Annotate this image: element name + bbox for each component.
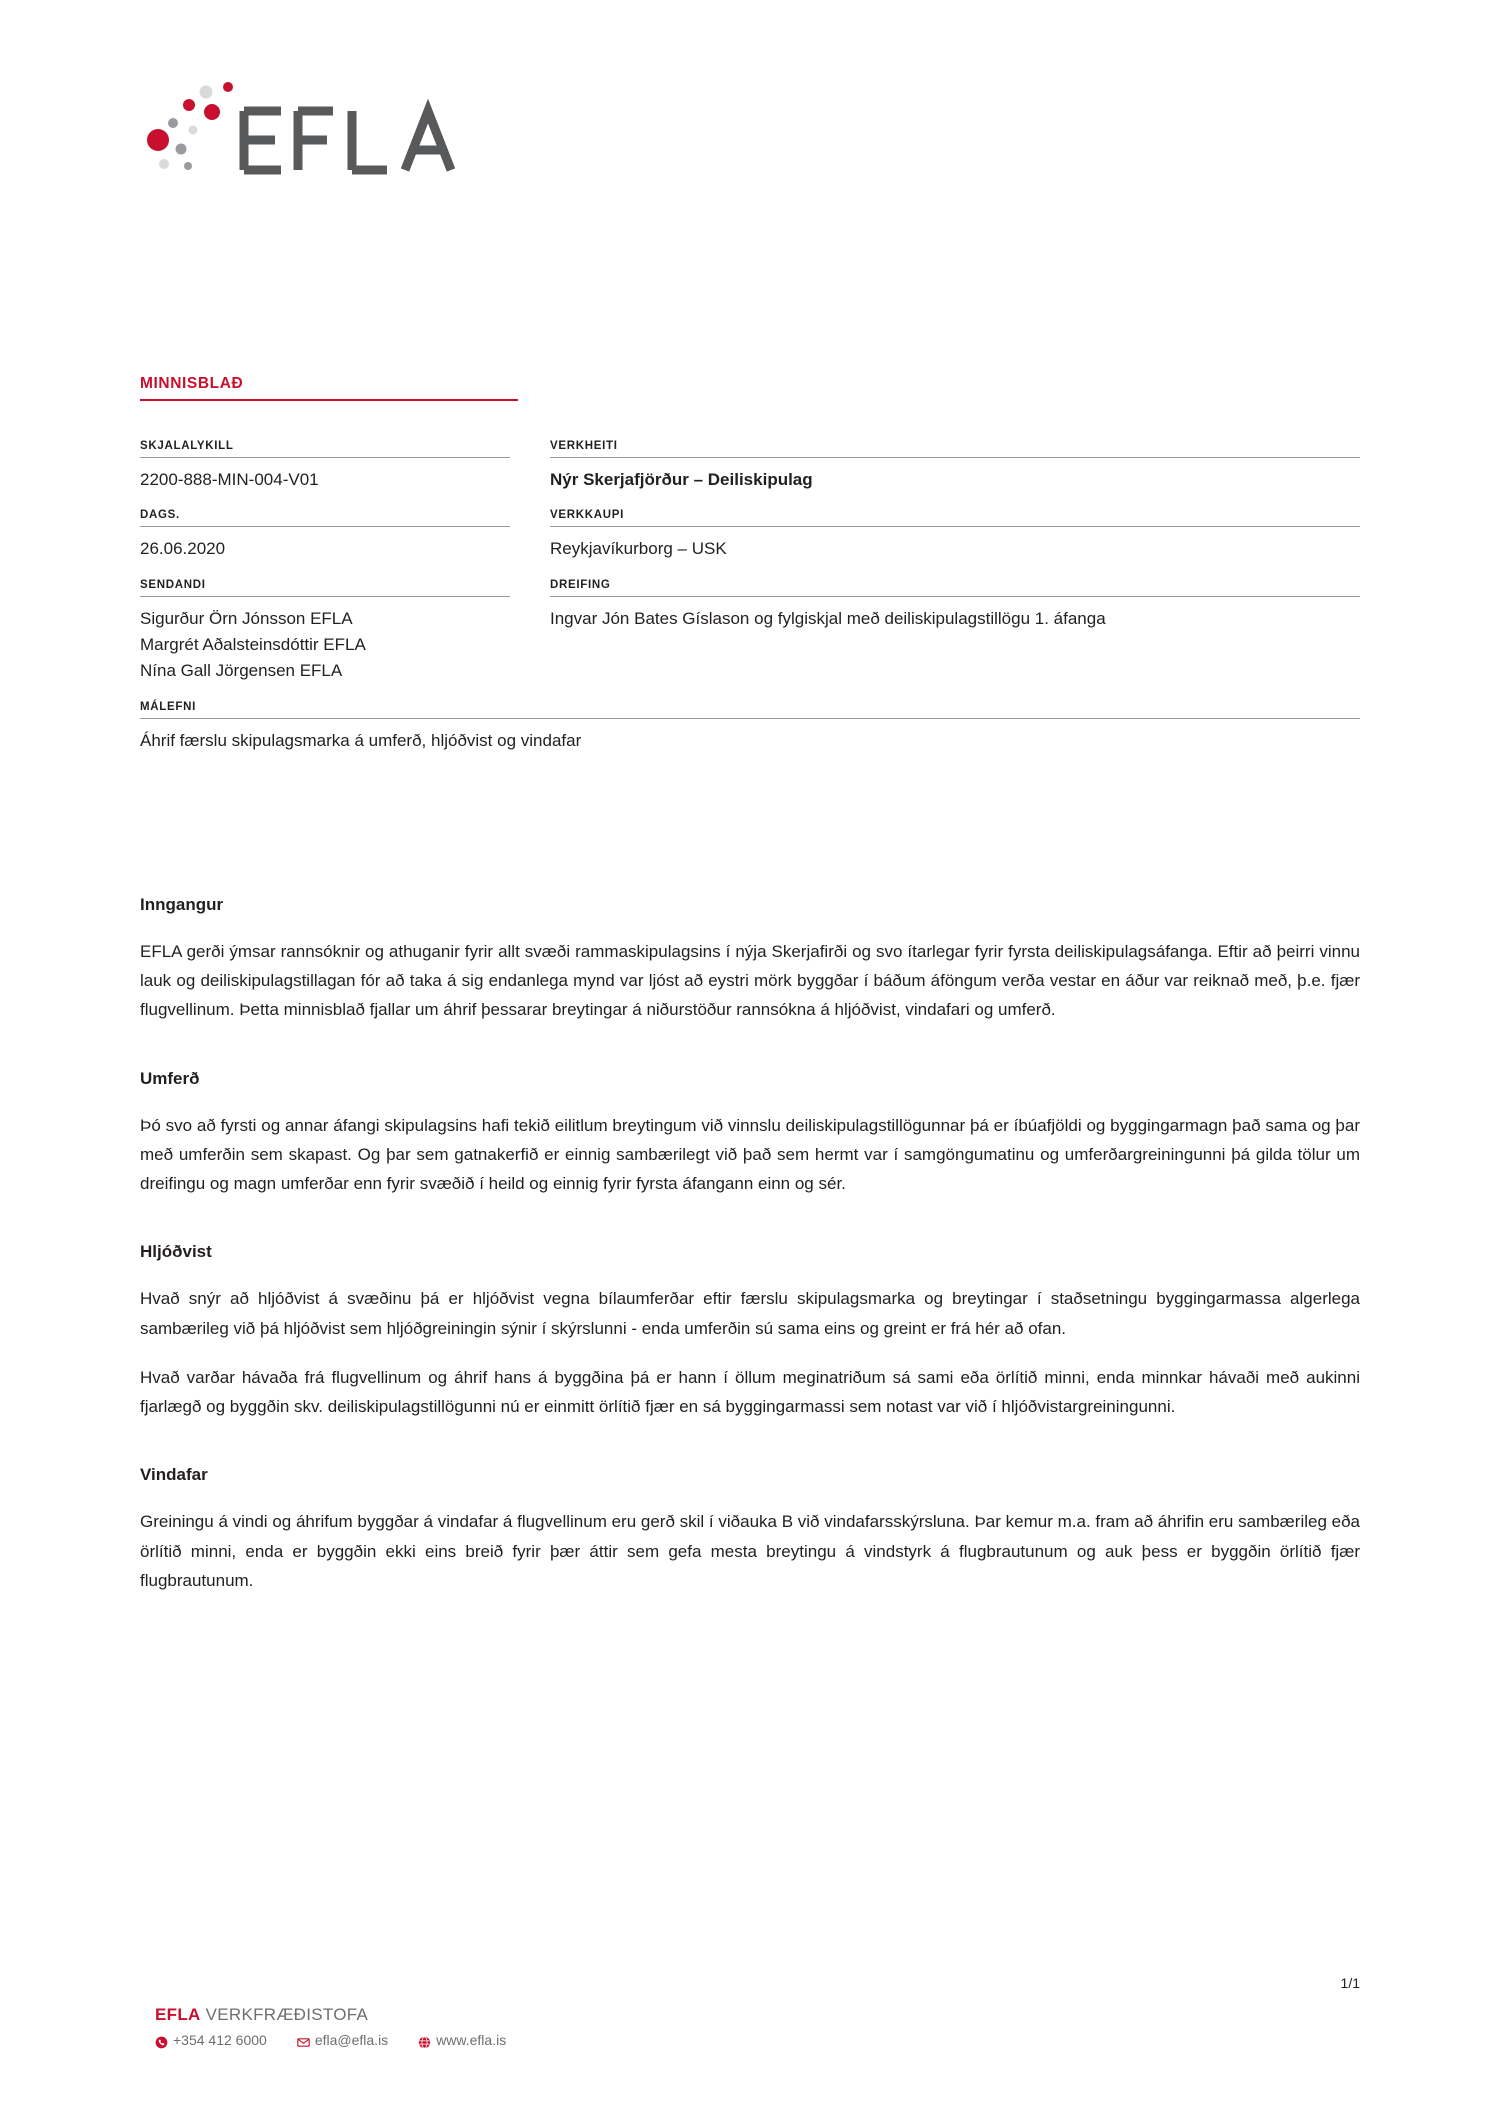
section-hljodvist [140, 1242, 1360, 1421]
meta-field-sendandi [140, 579, 550, 701]
footer-company-line [155, 2005, 1355, 2025]
section-paragraph: Þó svo að fyrsti og annar áfangi skipulagsins hafi tekið eilitlum breytingum við vinnslu deiliskipulagstillögunnar þá er íbúafjöldi og byggingarmagn það sama og þar með umferðin sem skapast. Og þar sem gatnakerfið er einnig sambærilegt við það sem hermt var í samgöngumatinu og umferðargreiningunni þá gilda tölur um dreifingu og magn umferðar enn fyrir svæðið í heild og einnig fyrir fyrsta áfangann einn og sér. [140, 1115, 1360, 1194]
footer-contact-line [155, 2032, 1355, 2048]
sendandi-line: Sigurður Örn Jónsson EFLA [140, 608, 353, 628]
meta-value-dags: 26.06.2020 [140, 539, 226, 559]
meta-field-dags [140, 509, 550, 578]
section-vindafar [140, 1465, 1360, 1595]
meta-label-sendandi: SENDANDI [140, 579, 510, 597]
footer-company-suffix: VERKFRÆÐISTOFA [200, 2005, 369, 2024]
footer-phone [155, 2032, 267, 2048]
globe-icon [418, 2036, 431, 2049]
footer-web-text: www.efla.is [436, 2032, 507, 2048]
meta-field-malefni [140, 701, 1360, 754]
meta-row [140, 509, 1360, 578]
meta-value-dreifing: Ingvar Jón Bates Gíslason og fylgiskjal með deiliskipulagstillögu 1. áfanga [550, 608, 1106, 628]
page-footer [155, 2005, 1355, 2048]
document-kind-rule [140, 399, 518, 401]
section-heading-hljodvist: Hljóðvist [140, 1242, 212, 1262]
meta-value-malefni: Áhrif færslu skipulagsmarka á umferð, hljóðvist og vindafar [140, 730, 582, 750]
footer-phone-text: +354 412 6000 [173, 2032, 267, 2048]
meta-label-malefni: MÁLEFNI [140, 701, 1360, 719]
section-paragraph: Hvað varðar hávaða frá flugvellinum og áhrif hans á byggðina þá er hann í öllum meginatriðum sá sami eða örlítið minni, enda minnkar hávaði með aukinni fjarlægð og byggðin skv. deiliskipulagstillögunni nú er einmitt örlítið fjær en sá byggingarmassi sem notast var við í hljóðvistargreiningunni. [140, 1367, 1360, 1417]
efla-logo-icon [140, 78, 470, 188]
section-umferd [140, 1069, 1360, 1199]
document-body [140, 895, 1360, 1595]
footer-company-name: EFLA [155, 2005, 201, 2024]
phone-icon [155, 2036, 168, 2049]
sendandi-line: Margrét Aðalsteinsdóttir EFLA [140, 635, 366, 655]
meta-field-skjalalykill [140, 440, 550, 509]
footer-web [418, 2032, 506, 2048]
sendandi-line: Nína Gall Jörgensen EFLA [140, 661, 343, 681]
section-heading-umferd: Umferð [140, 1068, 200, 1088]
document-metadata [140, 440, 1360, 770]
meta-field-dreifing [550, 579, 1360, 701]
footer-email [297, 2032, 388, 2048]
section-paragraph: Hvað snýr að hljóðvist á svæðinu þá er hljóðvist vegna bílaumferðar eftir færslu skipulagsmarka og breytingar í staðsetningu byggingarmassa algerlega sambærileg við þá hljóðvist sem hljóðgreiningin sýnir í skýrslunni - enda umferðin sú sama eins og greint er frá hér að ofan. [140, 1289, 1360, 1338]
meta-field-verkheiti [550, 440, 1360, 509]
meta-value-sendandi [140, 606, 510, 685]
meta-field-verkkaupi [550, 509, 1360, 578]
meta-label-verkkaupi: VERKKAUPI [550, 509, 1360, 527]
meta-row [140, 579, 1360, 701]
document-kind-label: MINNISBLAÐ [140, 375, 244, 392]
page-number: 1/1 [1340, 1975, 1360, 1991]
meta-label-dreifing: DREIFING [550, 579, 1360, 597]
meta-value-skjalalykill: 2200-888-MIN-004-V01 [140, 470, 319, 489]
footer-email-text: efla@efla.is [314, 2032, 389, 2048]
meta-value-verkkaupi: Reykjavíkurborg – USK [550, 539, 727, 559]
meta-value-verkheiti: Nýr Skerjafjörður – Deiliskipulag [550, 470, 813, 489]
section-inngangur [140, 895, 1360, 1025]
section-heading-vindafar: Vindafar [140, 1465, 208, 1485]
section-paragraph: Greiningu á vindi og áhrifum byggðar á vindafar á flugvellinum eru gerð skil í viðauka B við vindafarsskýrsluna. Þar kemur m.a. fram að áhrifin eru sambærileg eða örlítið minni, enda er byggðin ekki eins breið fyrir þær áttir sem gefa mesta breytingu á vindstyrk á flugbrautunum og auk þess er byggðin örlítið fjær flugbrautunum. [140, 1512, 1360, 1590]
section-paragraph: EFLA gerði ýmsar rannsóknir og athuganir fyrir allt svæði rammaskipulagsins í nýja Skerjafirði og svo ítarlegar fyrir fyrsta deiliskipulagsáfanga. Eftir að þeirri vinnu lauk og deiliskipulagstillagan fór að taka á sig endanlega mynd var ljóst að eystri mörk byggðar í báðum áföngum verða vestar en áður var reiknað með, þ.e. fjær flugvellinum. Þetta minnisblað fjallar um áhrif þessarar breytingar á niðurstöður rannsókna á hljóðvist, vindafari og umferð. [140, 942, 1360, 1020]
efla-logo [140, 78, 470, 188]
document-kind [140, 375, 520, 401]
meta-label-skjalalykill: SKJALALYKILL [140, 440, 510, 458]
section-heading-inngangur: Inngangur [140, 895, 224, 914]
meta-row [140, 440, 1360, 509]
meta-label-verkheiti: VERKHEITI [550, 440, 1360, 458]
meta-label-dags: DAGS. [140, 509, 510, 527]
mail-icon [297, 2036, 310, 2049]
